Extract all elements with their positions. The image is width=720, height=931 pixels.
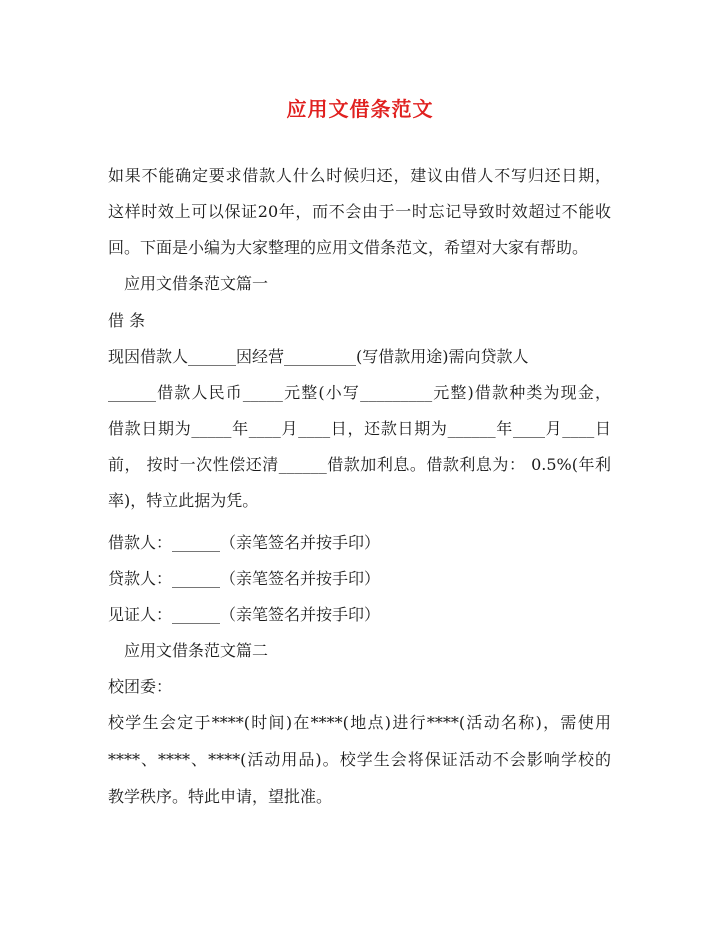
section-1-heading: 应用文借条范文篇一 <box>124 274 269 293</box>
intro-line-3: 回。下面是小编为大家整理的应用文借条范文，希望对大家有帮助。 <box>108 238 589 257</box>
addressee: 校团委： <box>108 677 173 696</box>
note-title: 借 条 <box>108 311 146 330</box>
intro-line-2: 这样时效上可以保证20年，而不会由于一时忘记导致时效超过不能收 <box>108 202 611 221</box>
note-body-line-4: 前， 按时一次性偿还清______借款加利息。借款利息为： 0.5%(年利 <box>108 455 611 474</box>
note-body-line-2: ______借款人民币_____元整(小写_________元整)借款种类为现金， <box>108 383 611 402</box>
request-body-line-3: 教学秩序。特此申请，望批准。 <box>108 787 333 806</box>
note-body-line-3: 借款日期为_____年____月____日，还款日期为______年____月____日 <box>108 419 611 438</box>
signature-witness: 见证人：______（亲笔签名并按手印） <box>108 605 381 624</box>
signature-borrower: 借款人：______（亲笔签名并按手印） <box>108 533 381 552</box>
signature-lender: 贷款人：______（亲笔签名并按手印） <box>108 569 381 588</box>
note-body-line-1: 现因借款人______因经营_________(写借款用途)需向贷款人 <box>108 347 529 366</box>
intro-line-1: 如果不能确定要求借款人什么时候归还，建议由借人不写归还日期， <box>108 166 611 185</box>
note-body-line-5: 率)，特立此据为凭。 <box>108 491 259 510</box>
document-title: 应用文借条范文 <box>286 97 434 121</box>
request-body-line-1: 校学生会定于****(时间)在****(地点)进行****(活动名称)，需使用 <box>108 713 611 732</box>
request-body-line-2: ****、****、****(活动用品)。校学生会将保证活动不会影响学校的 <box>108 750 611 769</box>
section-2-heading: 应用文借条范文篇二 <box>124 641 269 660</box>
